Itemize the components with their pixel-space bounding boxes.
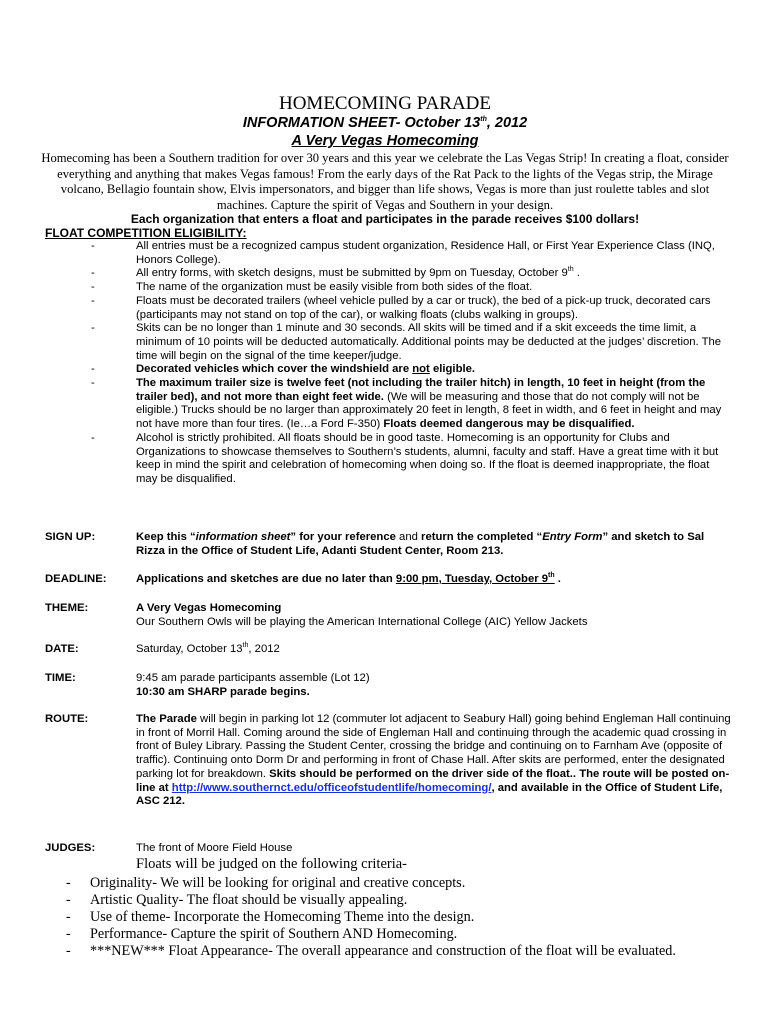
list-item: - The maximum trailer size is twelve feet (not including the trailer hitch) in length, 10 feet in height (from the trailer bed), and not more than eight feet wide. (We will be measuring and those that do not comply will not be eligible.) Trucks should be no larger than approximately 20 feet in length, 8 feet in width, and 6 feet in height and may not have more than four tires. (Ie…a Ford F-350) Floats deemed dangerous may be disqualified. [91, 377, 722, 431]
intro-paragraph: Homecoming has been a Southern tradition for over 30 years and this year we celebrate the Las Vegas Strip! In creating a float, consider everything and anything that makes Vegas famous! From the early days of the Rat Pack to the lights of the Vegas strip, the Mirage volcano, Bellagio fountain show, Elvis impersonators, and bigger than life shows, Vegas is more than just roulette tables and slot machines. Capture the spirit of Vegas and Southern in your design. [41, 151, 729, 212]
list-item: - The name of the organization must be easily visible from both sides of the float. [91, 281, 533, 294]
criteria-heading: Floats will be judged on the following criteria- [136, 856, 408, 872]
homecoming-link[interactable]: http://www.southernct.edu/officeofstudentlife/homecoming/ [171, 781, 492, 794]
theme-section [0, 602, 770, 629]
theme-text: A Very Vegas Homecoming Our Southern Owls will be playing the American International College (AIC) Yellow Jackets [136, 602, 588, 628]
section-label: TIME: [45, 672, 76, 684]
judges-location: The front of Moore Field House [136, 842, 293, 854]
judges-section [0, 842, 770, 856]
section-label: DEADLINE: [45, 573, 107, 585]
page-title: HOMECOMING PARADE [278, 93, 491, 114]
list-item: - Decorated vehicles which cover the windshield are not eligible. [91, 363, 476, 376]
signup-section [0, 531, 770, 558]
deadline-text: Applications and sketches are due no later than 9:00 pm, Tuesday, October 9th . [136, 572, 561, 585]
eligibility-list [0, 240, 770, 487]
section-label: JUDGES: [45, 842, 96, 854]
info-sheet-subtitle: INFORMATION SHEET- October 13th, 2012 [242, 115, 528, 131]
list-item: - Floats must be decorated trailers (wheel vehicle pulled by a car or truck), the bed of a pick-up truck, decorated cars (participants may not stand on top of the car), or walking floats (clubs walking in groups). [91, 294, 711, 321]
deadline-section [0, 573, 770, 587]
route-section [0, 713, 770, 809]
theme-title: A Very Vegas Homecoming [291, 133, 479, 149]
award-statement: Each organization that enters a float and participates in the parade receives $100 dollars! [130, 212, 640, 226]
time-section [0, 672, 770, 699]
section-label: DATE: [45, 643, 79, 655]
list-item: - Artistic Quality- The float should be visually appealing. [66, 892, 408, 908]
section-label: SIGN UP: [45, 531, 96, 543]
date-text: Saturday, October 13th, 2012 [136, 642, 280, 655]
section-label: THEME: [45, 602, 89, 614]
list-item: - Use of theme- Incorporate the Homecoming Theme into the design. [66, 909, 475, 925]
route-text: The Parade will begin in parking lot 12 (commuter lot adjacent to Seabury Hall) going behind Engleman Hall continuing in front of Morril Hall. Coming around the side of Engleman Hall and continuing through the academic quad crossing in front of Buley Library. Passing the Student Center, crossing the bridge and continuing on to Farnham Ave (opposite of traffic). Continuing onto Dorm Dr and performing in front of Chase Hall. After skits are performed, enter the designated parking lot for breakdown. Skits should be performed on the driver side of the float.. The route will be posted on-line at http://www.southernct.edu/officeofstudentlife/homecoming/, and available in the Office of Student Life, ASC 212. [136, 713, 731, 808]
list-item: - Performance- Capture the spirit of Southern AND Homecoming. [66, 926, 458, 942]
list-item: - Alcohol is strictly prohibited. All floats should be in good taste. Homecoming is an opportunity for Clubs and Organizations to showcase themselves to Southern’s students, alumni, faculty and staff. Have a great time with it but keep in mind the spirit and celebration of homecoming when doing so. If the float is deemed inappropriate, the float may be disqualified. [91, 431, 719, 485]
signup-text: Keep this “information sheet” for your reference and return the completed “Entry Form” and sketch to Sal Rizza in the Office of Student Life, Adanti Student Center, Room 213. [136, 531, 705, 557]
eligibility-heading: FLOAT COMPETITION ELIGIBILITY: [45, 226, 247, 240]
list-item: - ***NEW*** Float Appearance- The overall appearance and construction of the float will be evaluated. [66, 943, 676, 959]
list-item: - All entry forms, with sketch designs, must be submitted by 9pm on Tuesday, October 9th . [91, 266, 580, 280]
date-section [0, 643, 770, 657]
list-item: - All entries must be a recognized campus student organization, Residence Hall, or First Year Experience Class (INQ, Honors College). [91, 240, 715, 266]
time-text: 9:45 am parade participants assemble (Lot 12) 10:30 am SHARP parade begins. [136, 672, 370, 698]
criteria-list [0, 875, 770, 960]
list-item: - Originality- We will be looking for original and creative concepts. [66, 875, 466, 891]
section-label: ROUTE: [45, 713, 89, 725]
list-item: - Skits can be no longer than 1 minute and 30 seconds. All skits will be timed and if a skit exceeds the time limit, a minimum of 10 points will be deducted automatically. Additional points may be deducted at the judges’ discretion. The time will begin on the signal of the time keeper/judge. [91, 322, 722, 362]
